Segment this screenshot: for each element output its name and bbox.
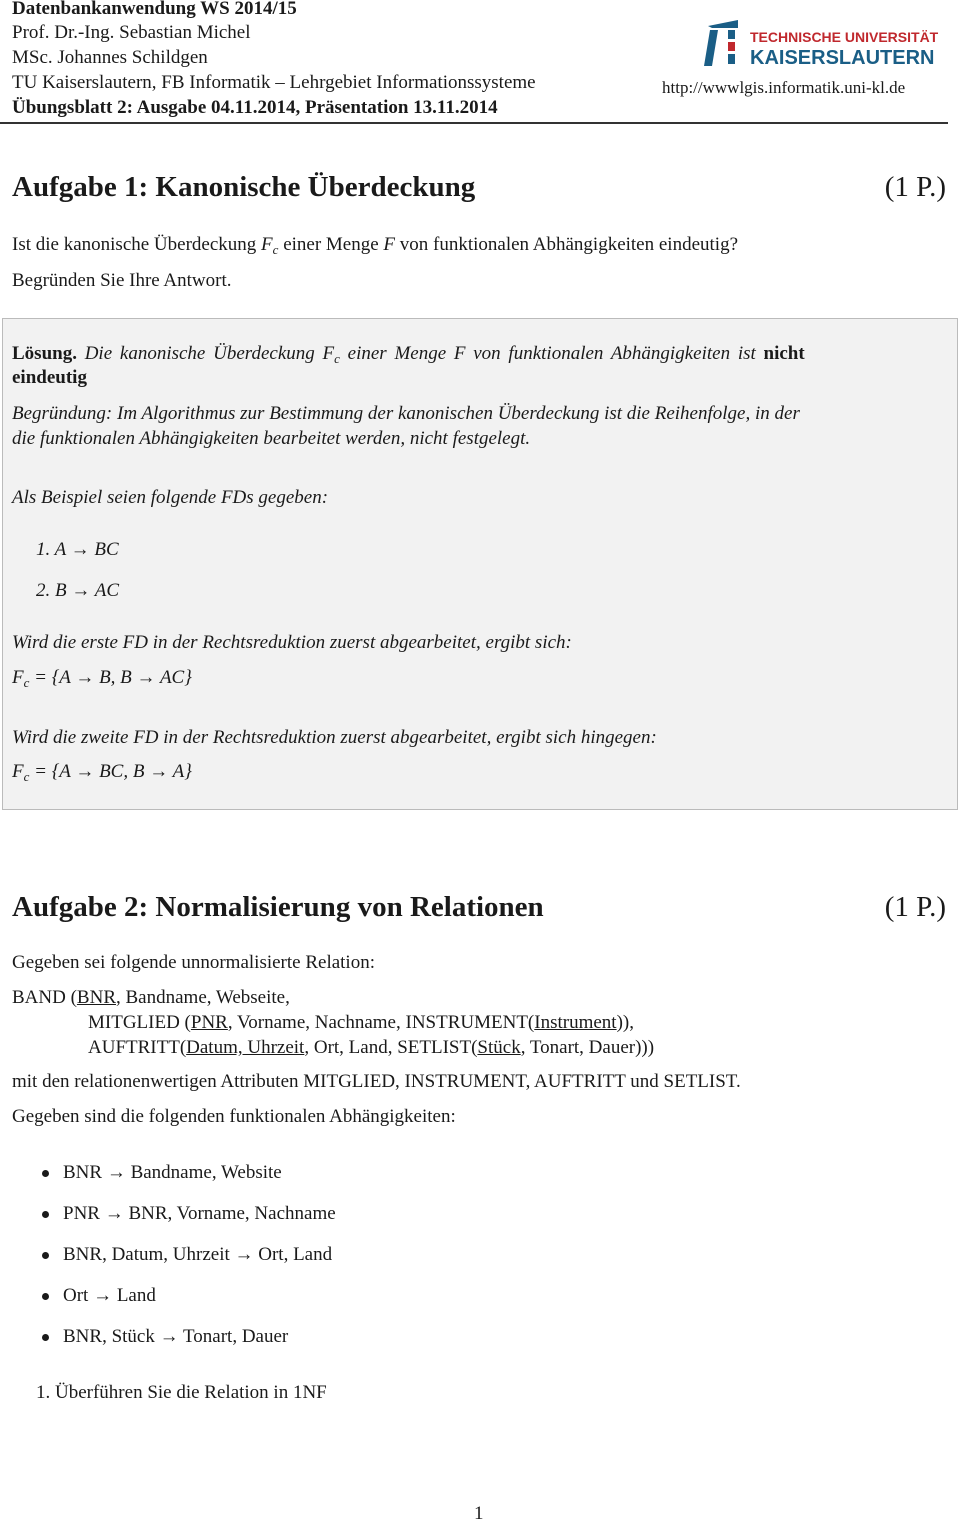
professor: Prof. Dr.-Ing. Sebastian Michel [12, 22, 251, 43]
fd-intro: Gegeben sind die folgenden funktionalen Abhängigkeiten: [12, 1106, 456, 1127]
subtask-1: 1. Überführen Sie die Relation in 1NF [36, 1382, 327, 1403]
fd-list-item: BNR, Stück → Tonart, Dauer [63, 1326, 289, 1347]
page-number: 1 [474, 1503, 484, 1523]
relation-line-2: MITGLIED (PNR, Vorname, Nachname, INSTRUMENT(Instrument)), [88, 1012, 634, 1033]
website-link[interactable]: http://wwwlgis.informatik.uni-kl.de [662, 78, 906, 97]
case1-text: Wird die erste FD in der Rechtsreduktion zuerst abgearbeitet, ergibt sich: [12, 632, 572, 653]
logo-line1: TECHNISCHE UNIVERSITÄT [750, 29, 939, 45]
example-intro: Als Beispiel seien folgende FDs gegeben: [12, 487, 329, 508]
reason-line-2: die funktionalen Abhängigkeiten bearbeitet werden, nicht festgelegt. [12, 428, 531, 449]
relation-line-1: BAND (BNR, Bandname, Webseite, [12, 987, 290, 1008]
logo-line2: KAISERSLAUTERN [750, 47, 935, 68]
task2-title: Aufgabe 2: Normalisierung von Relationen [12, 891, 544, 923]
result1: $F_c = \{A \to B$, B → AC} [12, 667, 192, 690]
solution-line: Lösung. Die kanonische Überdeckung $F_c$ einer Menge F von funktionalen Abhängigkeiten ist nicht [12, 343, 805, 366]
department: TU Kaiserslautern, FB Informatik – Lehrgebiet Informationssysteme [12, 72, 536, 93]
university-logo [700, 20, 940, 68]
relation-attributes: mit den relationenwertigen Attributen MITGLIED, INSTRUMENT, AUFTRITT und SETLIST. [12, 1071, 741, 1092]
sheet-info: Übungsblatt 2: Ausgabe 04.11.2014, Präsentation 13.11.2014 [12, 97, 498, 118]
bullet-icon [42, 1211, 49, 1218]
assistant: MSc. Johannes Schildgen [12, 47, 208, 68]
bullet-icon [42, 1334, 49, 1341]
task1-question-2: Begründen Sie Ihre Antwort. [12, 270, 232, 291]
task1-points: (1 P.) [884, 171, 946, 203]
fd-item: 2. B → AC [36, 580, 120, 601]
solution-line-2: eindeutig [12, 367, 87, 388]
course-title: Datenbankanwendung WS 2014/15 [12, 0, 297, 19]
header-divider [0, 122, 948, 124]
bullet-icon [42, 1252, 49, 1259]
case2-text: Wird die zweite FD in der Rechtsreduktion zuerst abgearbeitet, ergibt sich hingegen: [12, 727, 657, 748]
task1-title: Aufgabe 1: Kanonische Überdeckung [12, 171, 476, 203]
fd-list-item: BNR, Datum, Uhrzeit → Ort, Land [63, 1244, 333, 1265]
fd-item: 1. A → BC [36, 539, 119, 560]
fd-list-item: BNR → Bandname, Website [63, 1162, 282, 1183]
fd-list-item: PNR → BNR, Vorname, Nachname [63, 1203, 336, 1224]
task1-question: Ist die kanonische Überdeckung $F_c$ einer Menge F von funktionalen Abhängigkeiten eindeutig? [12, 234, 739, 257]
reason-line-1: Begründung: Im Algorithmus zur Bestimmung der kanonischen Überdeckung ist die Reihenfolge, in der [12, 403, 800, 424]
fd-list-item: Ort → Land [63, 1285, 156, 1306]
bullet-icon [42, 1293, 49, 1300]
result2: $F_c = \{A$ → BC, B → A} [12, 761, 192, 784]
task2-points: (1 P.) [884, 891, 946, 923]
relation-line-3: AUFTRITT(Datum, Uhrzeit, Ort, Land, SETLIST(Stück, Tonart, Dauer))) [88, 1037, 655, 1058]
task2-intro: Gegeben sei folgende unnormalisierte Relation: [12, 952, 375, 973]
bullet-icon [42, 1170, 49, 1177]
